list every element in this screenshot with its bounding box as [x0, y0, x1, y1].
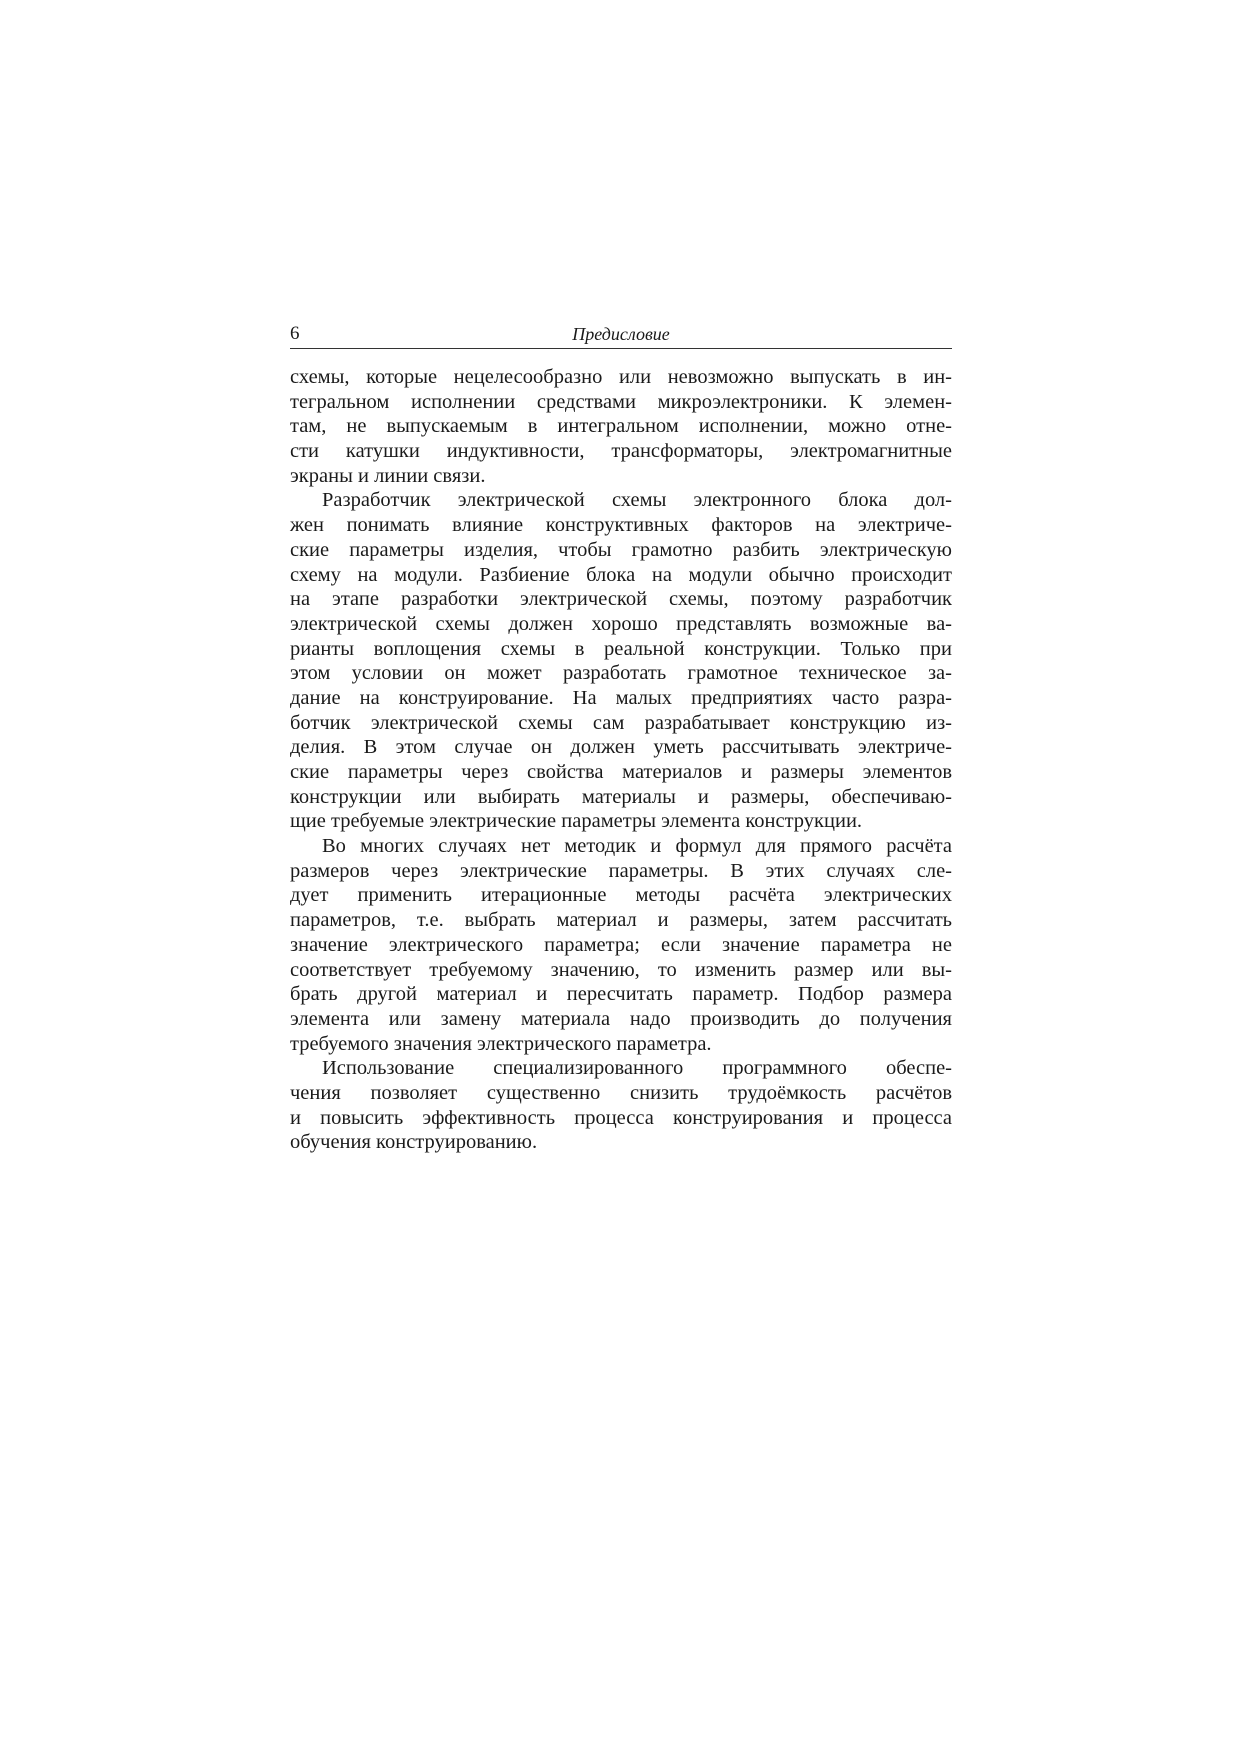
- paragraph: [290, 365, 952, 488]
- text-line: обучения конструированию.: [290, 1131, 538, 1154]
- text-line: на этапе разработки электрической схемы, поэтому разработчик: [290, 588, 952, 611]
- text-line: ботчик электрической схемы сам разрабатывает конструкцию из-: [290, 711, 952, 734]
- paragraph: [290, 1056, 952, 1155]
- text-line: электрической схемы должен хорошо представлять возможные ва-: [290, 612, 952, 635]
- text-line: элемента или замену материала надо производить до получения: [290, 1007, 952, 1030]
- paragraph: [290, 834, 952, 1056]
- running-title: Предисловие: [572, 324, 670, 344]
- text-line: дует применить итерационные методы расчёта электрических: [290, 884, 952, 907]
- text-line: брать другой материал и пересчитать параметр. Подбор размера: [290, 983, 952, 1006]
- text-line: Во многих случаях нет методик и формул для прямого расчёта: [322, 835, 952, 858]
- text-line: щие требуемые электрические параметры элемента конструкции.: [290, 810, 863, 833]
- text-line: схемы, которые нецелесообразно или невозможно выпускать в ин-: [290, 366, 952, 388]
- paragraph: [290, 488, 952, 834]
- text-line: сти катушки индуктивности, трансформаторы, электромагнитные: [290, 440, 952, 463]
- text-line: размеров через электрические параметры. В этих случаях сле-: [290, 859, 952, 882]
- text-line: параметров, т.е. выбрать материал и размеры, затем рассчитать: [290, 909, 952, 932]
- text-line: ские параметры через свойства материалов и размеры элементов: [290, 761, 952, 783]
- text-line: Разработчик электрической схемы электронного блока дол-: [322, 489, 952, 512]
- text-line: рианты воплощения схемы в реальной конструкции. Только при: [290, 637, 952, 660]
- page-header: [290, 322, 952, 349]
- text-line: Использование специализированного программного обеспе-: [322, 1057, 952, 1080]
- text-line: соответствует требуемому значению, то изменить размер или вы-: [290, 958, 952, 981]
- text-line: тегральном исполнении средствами микроэлектроники. К элемен-: [290, 390, 952, 413]
- body-text: [290, 365, 952, 1155]
- text-line: этом условии он может разработать грамотное техническое за-: [290, 662, 952, 685]
- text-line: схему на модули. Разбиение блока на модули обычно происходит: [290, 563, 952, 586]
- text-line: ские параметры изделия, чтобы грамотно разбить электрическую: [290, 538, 952, 561]
- text-line: дание на конструирование. На малых предприятиях часто разра-: [290, 686, 952, 709]
- text-line: делия. В этом случае он должен уметь рассчитывать электриче-: [290, 736, 952, 759]
- text-line: чения позволяет существенно снизить трудоёмкость расчётов: [290, 1081, 952, 1104]
- text-line: экраны и линии связи.: [290, 464, 486, 487]
- text-line: значение электрического параметра; если значение параметра не: [290, 933, 952, 956]
- page-number: 6: [290, 323, 300, 344]
- text-line: там, не выпускаемым в интегральном исполнении, можно отне-: [290, 415, 952, 438]
- text-line: жен понимать влияние конструктивных факторов на электриче-: [290, 514, 952, 537]
- text-line: и повысить эффективность процесса конструирования и процесса: [290, 1106, 952, 1129]
- text-line: требуемого значения электрического параметра.: [290, 1032, 712, 1055]
- text-line: конструкции или выбирать материалы и размеры, обеспечиваю-: [290, 785, 952, 808]
